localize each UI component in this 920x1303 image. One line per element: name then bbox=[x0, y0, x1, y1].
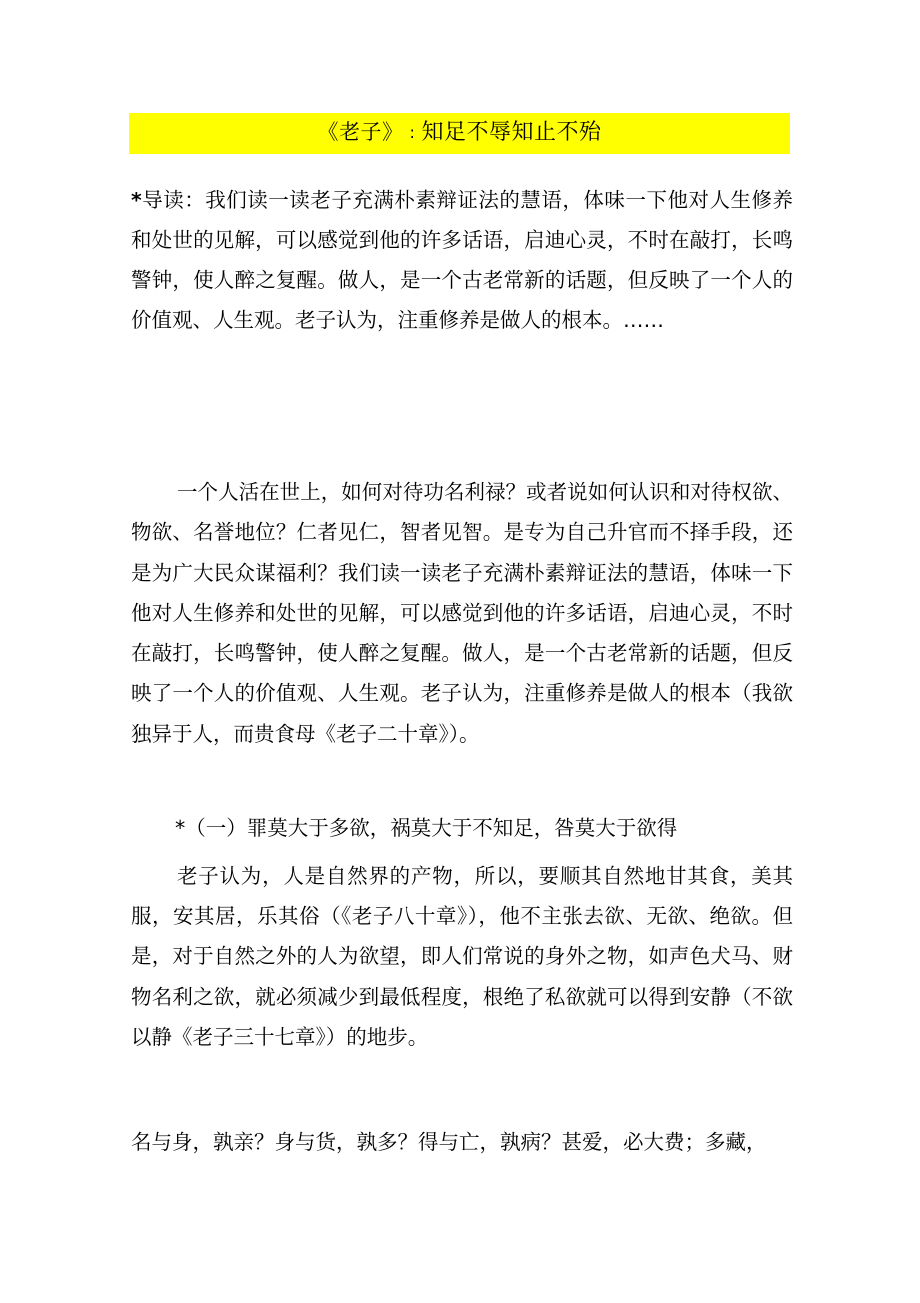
intro-paragraph: 一个人活在世上，如何对待功名利禄？或者说如何认识和对待权欲、物欲、名誉地位？仁者见仁，智者见智。是专为自己升官而不择手段，还是为广大民众谋福利？我们读一读老子充满朴素辩证法的慧语，体味一下他对人生修养和处世的见解，可以感觉到他的许多话语，启迪心灵，不时在敲打，长鸣警钟，使人醉之复醒。做人，是一个古老常新的话题，但反映了一个人的价值观、人生观。老子认为，注重修养是做人的根本（我欲独异于人，而贵食母《老子二十章》）。 bbox=[131, 480, 793, 746]
lead-paragraph bbox=[131, 180, 793, 340]
section-heading: *（一）罪莫大于多欲，祸莫大于不知足，咎莫大于欲得 bbox=[175, 816, 678, 840]
title-separator: : bbox=[409, 123, 416, 142]
lead-text: 导读：我们读一读老子充满朴素辩证法的慧语，体味一下他对人生修养和处世的见解，可以感觉到他的许多话语，启迪心灵，不时在敲打，长鸣警钟，使人醉之复醒。做人，是一个古老常新的话题，但反映了一个人的价值观、人生观。老子认为，注重修养是做人的根本。…… bbox=[131, 188, 793, 332]
lead-marker: * bbox=[131, 188, 142, 212]
document-title bbox=[129, 113, 790, 154]
title-main-text: 知足不辱知止不殆 bbox=[421, 120, 602, 145]
body-paragraph: 老子认为，人是自然界的产物，所以，要顺其自然地甘其食，美其服，安其居，乐其俗（《老子八十章》），他不主张去欲、无欲、绝欲。但是，对于自然之外的人为欲望，即人们常说的身外之物，如声色犬马、财物名利之欲，就必须减少到最低程度，根绝了私欲就可以得到安静（不欲以静《老子三十七章》）的地步。 bbox=[131, 864, 793, 1049]
quote-paragraph: 名与身，孰亲？身与货，孰多？得与亡，孰病？甚爱，必大费；多藏， bbox=[131, 1130, 767, 1154]
title-book-name: 《老子》 bbox=[317, 120, 404, 144]
